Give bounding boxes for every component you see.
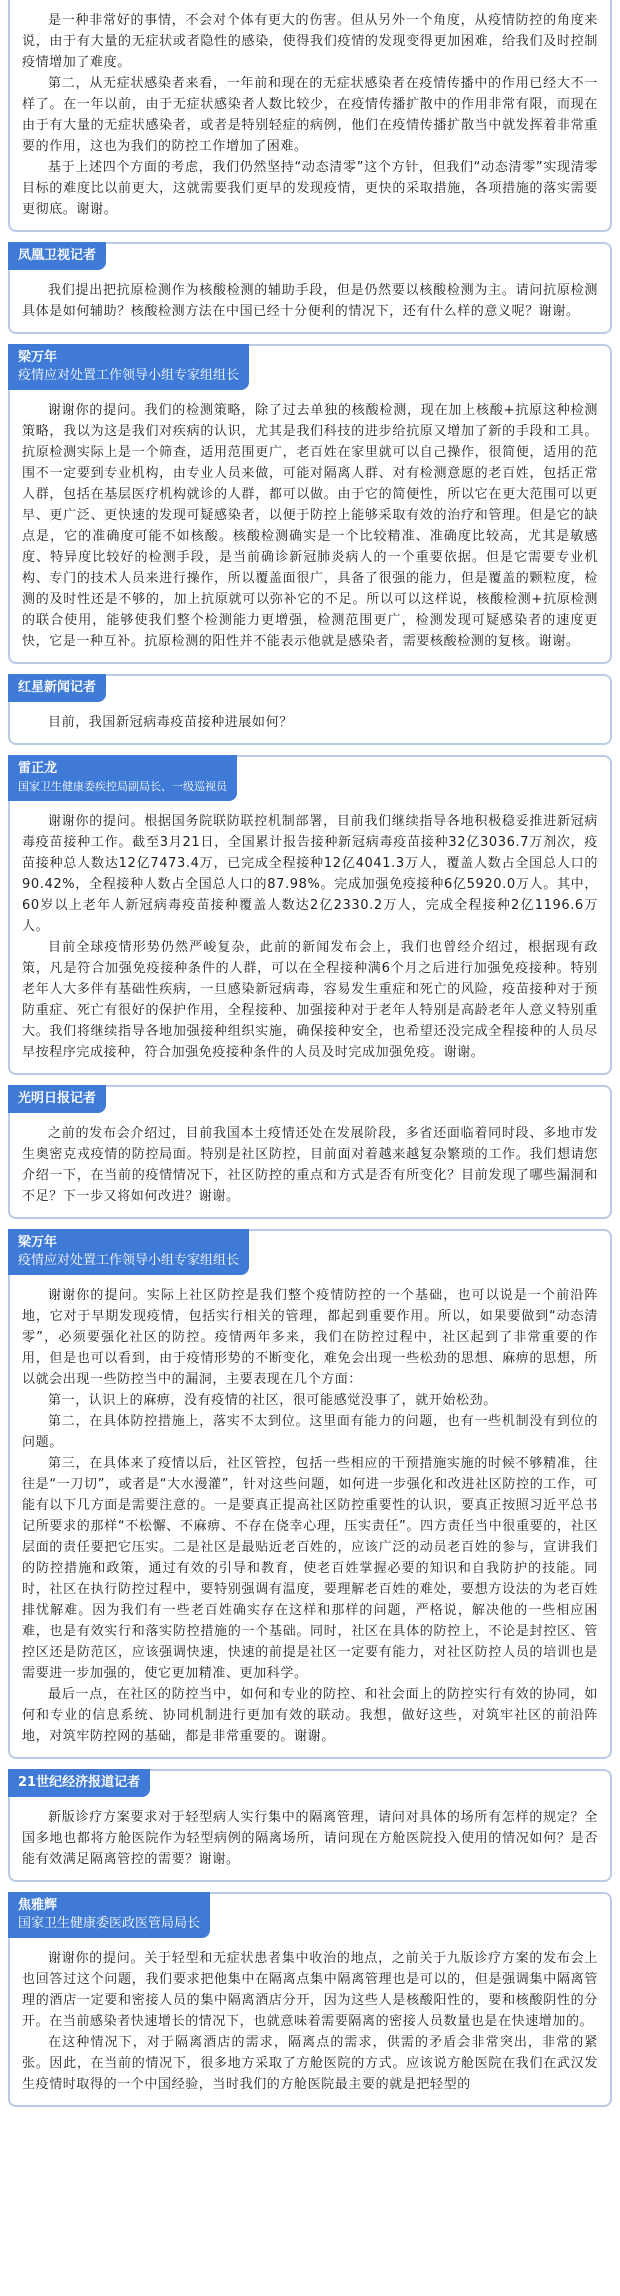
speaker-name: 光明日报记者 xyxy=(18,1091,97,1106)
speaker-tag xyxy=(8,242,106,270)
speaker-tag xyxy=(8,1769,150,1797)
speaker-tag xyxy=(8,1085,106,1113)
speaker-name: 梁万年 xyxy=(18,350,58,365)
paragraph: 我们提出把抗原检测作为核酸检测的辅助手段，但是仍然要以核酸检测为主。请问抗原检测具体是如何辅助？核酸检测方法在中国已经十分便利的情况下，还有什么样的意义呢？谢谢。 xyxy=(22,283,598,319)
paragraph: 基于上述四个方面的考虑，我们仍然坚持“动态清零”这个方针，但我们“动态清零”实现清零目标的难度比以前更大，这就需要我们更早的发现疫情，更快的采取措施，各项措施的落实需要更彻底。谢谢。 xyxy=(22,160,598,217)
paragraph: 第二，在具体防控措施上，落实不太到位。这里面有能力的问题，也有一些机制没有到位的问题。 xyxy=(22,1414,598,1450)
speaker-name: 红星新闻记者 xyxy=(18,680,97,695)
paragraph: 最后一点，在社区的防控当中，如何和专业的防控、和社会面上的防控实行有效的协同，如何和专业的信息系统、协同机制进行更加有效的联动。我想，做好这些，对筑牢社区的前沿阵地，对筑牢防控网的基础，都是非常重要的。谢谢。 xyxy=(22,1687,598,1744)
question-card-phoenix xyxy=(8,242,612,334)
speaker-tag xyxy=(8,344,249,390)
paragraph: 新版诊疗方案要求对于轻型病人实行集中的隔离管理，请问对具体的场所有怎样的规定？全国多地也都将方舱医院作为轻型病例的隔离场所，请问现在方舱医院投入使用的情况如何？是否能有效满足隔离管控的需要？谢谢。 xyxy=(22,1810,598,1867)
answer-card-lei xyxy=(8,755,612,1075)
speaker-name: 凤凰卫视记者 xyxy=(18,248,97,263)
speaker-tag xyxy=(8,1892,210,1938)
paragraph: 在这种情况下，对于隔离酒店的需求，隔离点的需求，供需的矛盾会非常突出，非常的紧张。因此，在当前的情况下，很多地方采取了方舱医院的方式。应该说方舱医院在我们在武汉发生疫情时取得的一个中国经验，当时我们的方舱医院最主要的就是把轻型的 xyxy=(22,2035,598,2092)
paragraph: 谢谢你的提问。关于轻型和无症状患者集中收治的地点，之前关于九版诊疗方案的发布会上也回答过这个问题，我们要求把他集中在隔离点集中隔离管理也是可以的，但是强调集中隔离管理的酒店一定要和密接人员的集中隔离酒店分开，因为这些人是核酸阳性的，要和核酸阴性的分开。在当前感染者快速增长的情况下，也就意味着需要隔离的密接人员数量也是在快速增加的。 xyxy=(22,1951,598,2029)
paragraph: 谢谢你的提问。根据国务院联防联控机制部署，目前我们继续指导各地积极稳妥推进新冠病毒疫苗接种工作。截至3月21日，全国累计报告接种新冠病毒疫苗接种32亿3036.7万剂次，疫苗接种总人数达12亿7473.4万，已完成全程接种12亿4041.3万人，覆盖人数占全国总人口的90.42%，全程接种人数占全国总人口的87.98%。完成加强免疫接种6亿5920.0万人。其中，60岁以上老年人新冠病毒疫苗接种覆盖人数达2亿2330.2万人，完成全程接种2亿1196.6万人。 xyxy=(22,814,598,934)
answer-card-jiao xyxy=(8,1892,612,2107)
speaker-role: 疫情应对处置工作领导小组专家组组长 xyxy=(18,1253,240,1268)
speaker-tag xyxy=(8,674,106,702)
answer-card-liang xyxy=(8,344,612,664)
paragraph: 是一种非常好的事情，不会对个体有更大的伤害。但从另外一个角度，从疫情防控的角度来说，由于有大量的无症状或者隐性的感染，使得我们疫情的发现变得更加困难，给我们及时控制疫情增加了难度。 xyxy=(22,13,598,70)
question-card-21century xyxy=(8,1769,612,1882)
paragraph: 第一，认识上的麻痹，没有疫情的社区，很可能感觉没事了，就开始松劲。 xyxy=(48,1393,497,1408)
paragraph: 谢谢你的提问。我们的检测策略，除了过去单独的核酸检测，现在加上核酸+抗原这种检测策略，我以为这是我们对疾病的认识，尤其是我们科技的进步给抗原又增加了新的手段和工具。抗原检测实际上是一个筛查，适用范围更广，老百姓在家里就可以自己操作，很简便，适用的范围不一定要到专业机构，由专业人员来做，可能对隔离人群、对有检测意愿的老百姓，包括正常人群，包括在基层医疗机构就诊的人群，都可以做。由于它的简便性，所以它在更大范围可以更早、更广泛、更快速的发现可疑感染者，以便于防控上能够采取有效的治疗和管理。但是它的缺点是，它的准确度可能不如核酸。核酸检测确实是一个比较精准、准确度比较高，尤其是敏感度、特异度比较好的检测手段，是当前确诊新冠肺炎病人的一个重要依据。但是它需要专业机构、专门的技术人员来进行操作，所以覆盖面很广，具备了很强的能力，但是覆盖的颗粒度，检测的及时性还是不够的，加上抗原就可以弥补它的不足。所以可以这样说，核酸检测+抗原检测的联合使用，能够使我们整个检测能力更增强，检测范围更广，检测发现可疑感染者的速度更快，它是一种互补。抗原检测的阳性并不能表示他就是感染者，需要核酸检测的复核。谢谢。 xyxy=(22,403,598,649)
answer-card-continuation xyxy=(8,0,612,232)
paragraph: 第二，从无症状感染者来看，一年前和现在的无症状感染者在疫情传播中的作用已经大不一样了。在一年以前，由于无症状感染者人数比较少，在疫情传播扩散中的作用非常有限，而现在由于有大量的无症状感染者，或者是特别轻症的病例，他们在疫情传播扩散当中就发挥着非常重要的作用，这也为我们的防控工作增加了困难。 xyxy=(22,76,598,154)
question-card-redstar xyxy=(8,674,612,745)
speaker-role: 国家卫生健康委医政医管局局长 xyxy=(18,1916,201,1931)
paragraph: 谢谢你的提问。实际上社区防控是我们整个疫情防控的一个基础，也可以说是一个前沿阵地，它对于早期发现疫情，包括实行相关的管理，都起到重要作用。所以，如果要做到“动态清零”，必须要强化社区的防控。疫情两年多来，我们在防控过程中，社区起到了非常重要的作用，但是也可以看到，由于疫情形势的不断变化，难免会出现一些松劲的思想、麻痹的思想，所以就会出现一些防控当中的漏洞，主要表现在几个方面： xyxy=(22,1288,598,1387)
speaker-name: 梁万年 xyxy=(18,1235,58,1250)
speaker-name: 焦雅辉 xyxy=(18,1898,58,1913)
question-card-guangming xyxy=(8,1085,612,1219)
paragraph: 目前，我国新冠病毒疫苗接种进展如何？ xyxy=(48,715,293,730)
answer-card-liang-2 xyxy=(8,1229,612,1759)
paragraph: 目前全球疫情形势仍然严峻复杂，此前的新闻发布会上，我们也曾经介绍过，根据现有政策，凡是符合加强免疫接种条件的人群，可以在全程接种满6个月之后进行加强免疫接种。特别老年人大多伴有基础性疾病，一旦感染新冠病毒，容易发生重症和死亡的风险，疫苗接种对于预防重症、死亡有很好的保护作用，全程接种、加强接种对于老年人特别是高龄老年人意义特别重大。我们将继续指导各地加强接种组织实施，确保接种安全，也希望还没完成全程接种的人员尽早按程序完成接种，符合加强免疫接种条件的人员及时完成加强免疫。谢谢。 xyxy=(22,940,598,1060)
speaker-name: 21世纪经济报道记者 xyxy=(18,1775,141,1790)
speaker-role: 疫情应对处置工作领导小组专家组组长 xyxy=(18,368,240,383)
speaker-tag xyxy=(8,755,237,801)
paragraph: 第三，在具体来了疫情以后，社区管控，包括一些相应的干预措施实施的时候不够精准，往往是“一刀切”，或者是“大水漫灌”，针对这些问题，如何进一步强化和改进社区防控的工作，可能有以下几方面是需要注意的。一是要真正提高社区防控重要性的认识，要真正按照习近平总书记所要求的那样“不松懈、不麻痹、不存在侥幸心理，压实责任”。四方责任当中很重要的，社区层面的责任要把它压实。二是社区是最贴近老百姓的，应该广泛的动员老百姓的参与，宣讲我们的防控措施和政策，通过有效的引导和教育，使老百姓掌握必要的知识和自我防护的技能。同时，社区在执行防控过程中，要特别强调有温度，要理解老百姓的难处，要想方设法的为老百姓排忧解难。因为我们有一些老百姓确实存在这样和那样的问题，严格说，解决他的一些相应困难，也是有效实行和落实防控措施的一个基础。同时，社区在具体的防控上，不论是封控区、管控区还是防范区，应该强调快速，快速的前提是社区一定要有能力，对社区防控人员的培训也是需要进一步加强的，使它更加精准、更加科学。 xyxy=(22,1456,598,1681)
speaker-name: 雷正龙 xyxy=(18,761,58,776)
speaker-role: 国家卫生健康委疾控局副局长、一级巡视员 xyxy=(18,780,227,793)
speaker-tag xyxy=(8,1229,249,1275)
paragraph: 之前的发布会介绍过，目前我国本土疫情还处在发展阶段，多省还面临着同时段、多地市发生奥密克戎疫情的防控局面。特别是社区防控，目前面对着越来越复杂繁琐的工作。我们想请您介绍一下，在当前的疫情情况下，社区防控的重点和方式是否有所变化？目前发现了哪些漏洞和不足？下一步又将如何改进？谢谢。 xyxy=(22,1126,598,1204)
